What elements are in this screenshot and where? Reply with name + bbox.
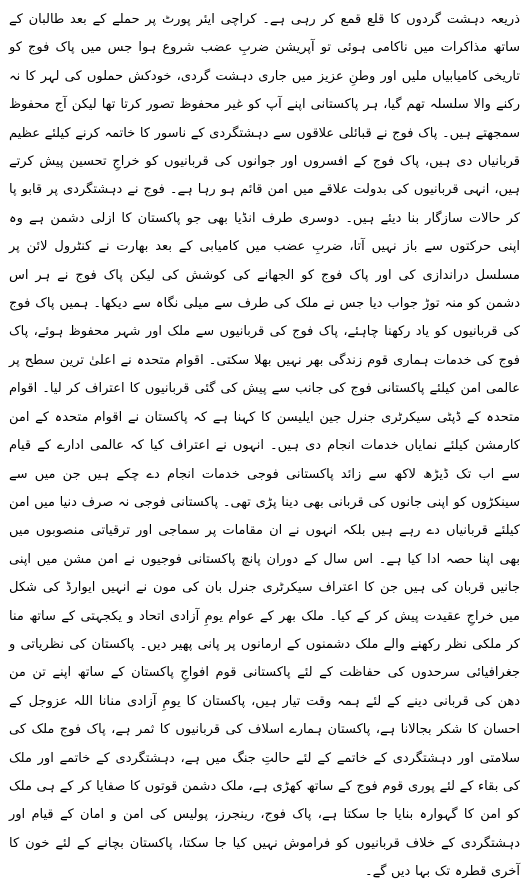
article-body: ذریعہ دہشت گردوں کا قلع قمع کر رہی ہے۔ کراچی ایئر پورٹ پر حملے کے بعد طالبان کے ساتھ مذاکرات میں ناکامی ہوئی تو آپریشن ضربِ عضب شروع ہوا جس میں پاک فوج کو تاریخی کامیابیاں ملیں اور وطنِ عزیز میں جاری دہشت گردی، خودکش حملوں کی لہر کا نہ رکنے والا سلسلہ تھم گیا، ہر پاکستانی اپنے آپ کو غیر محفوظ تصور کرتا تھا لیکن آج محفوظ سمجھتے ہیں۔ پاک فوج نے قبائلی علاقوں سے دہشتگردی کے ناسور کا خاتمہ کرنے کیلئے عظیم قربانیاں دی ہیں، پاک فوج کے افسروں اور جوانوں کی قربانیوں کو خراجِ تحسین پیش کرتے ہیں، انہی قربانیوں کی بدولت علاقے میں امن قائم ہو رہا ہے۔ فوج نے دہشتگردی پر قابو پا کر حالات سازگار بنا دیئے ہیں۔ دوسری طرف انڈیا بھی جو پاکستان کا ازلی دشمن ہے وہ اپنی حرکتوں سے باز نہیں آتا، ضربِ عضب میں کامیابی کے بعد بھارت نے کنٹرول لائن پر مسلسل دراندازی کی اور پاک فوج کو الجھانے کی کوشش کی لیکن پاک فوج نے ہر اس دشمن کو منہ توڑ جواب دیا جس نے ملک کی طرف سے میلی نگاہ سے دیکھا۔ ہمیں پاک فوج کی قربانیوں کو یاد رکھنا چاہئے، پاک فوج کی قربانیوں سے ملک اور شہر محفوظ ہوئے، پاک فوج کی خدمات ہماری قوم زندگی بھر نہیں بھلا سکتی۔ اقوام متحدہ نے اعلیٰ ترین سطح پر عالمی امن کیلئے پاکستانی فوج کی جانب سے پیش کی گئی قربانیوں کا اعتراف کر لیا۔ اقوام متحدہ کے ڈپٹی سیکرٹری جنرل جین ایلیسن کا کہنا ہے کہ پاکستان نے اقوام متحدہ کے امن کارمشن کیلئے نمایاں خدمات انجام دی ہیں۔ انہوں نے اعتراف کیا کہ عالمی ادارے کے قیام سے اب تک ڈیڑھ لاکھ سے زائد پاکستانی فوجی خدمات انجام دے چکے ہیں جن میں سے سینکڑوں کو اپنی جانوں کی قربانی بھی دینا پڑی تھی۔ پاکستانی فوجی نہ صرف دنیا میں امن کیلئے قربانیاں دے رہے ہیں بلکہ انہوں نے ان مقامات پر سماجی اور ترقیاتی منصوبوں میں بھی اپنا حصہ ادا کیا ہے۔ اس سال کے دوران پانچ پاکستانی فوجیوں نے امن مشن میں اپنی جانیں قربان کی ہیں جن کا اعتراف سیکرٹری جنرل بان کی مون نے انہیں ایوارڈ کی شکل میں خراجِ عقیدت پیش کر کے کیا۔ ملک بھر کے عوام یومِ آزادی اتحاد و یکجہتی کے ساتھ منا کر ملکی نظر رکھنے والے ملک دشمنوں کے ارمانوں پر پانی پھیر دیں۔ پاکستان کی نظریاتی و جغرافیائی سرحدوں کی حفاظت کے لئے پاکستانی قوم افواجِ پاکستان کے ساتھ اپنے تن من دھن کی قربانی دینے کے لئے ہمہ وقت تیار ہیں، پاکستان کا یومِ آزادی منانا اللہ عزوجل کے احسان کا شکر بجالانا ہے، پاکستان ہمارے اسلاف کی قربانیوں کا ثمر ہے، پاک فوج ملک کی سلامتی اور دہشتگردی کے خاتمے کے لئے حالتِ جنگ میں ہے، دہشتگردی کے خاتمے اور ملک کی بقاء کے لئے پوری قوم فوج کے ساتھ کھڑی ہے، ملک دشمن قوتوں کا صفایا کر کے ہی ملک کو امن کا گہوارہ بنایا جا سکتا ہے، پاک فوج، رینجرز، پولیس کی امن و امان کے قیام اور دہشتگردی کے خلاف قربانیوں کو فراموش نہیں کیا جا سکتا، پاکستان بچانے کے لئے خون کا آخری قطرہ تک بہا دیں گے۔ xyxy=(9,12,520,880)
